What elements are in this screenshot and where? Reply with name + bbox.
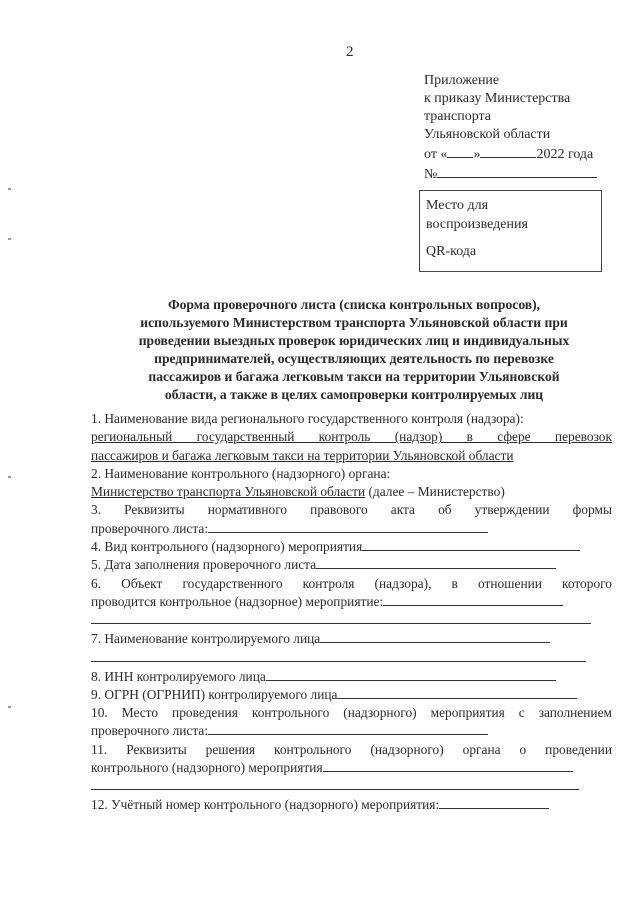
item-6-line: [91, 593, 612, 611]
item-2-label: 2. Наименование контрольного (надзорного) органа:: [91, 465, 391, 481]
appendix-number-line: [424, 164, 624, 184]
item-4-line: [91, 538, 612, 556]
item-8-line: [91, 668, 612, 686]
title-line: используемого Министерством транспорта Ульяновской области при: [140, 315, 568, 330]
item-10-text: проверочного листа:: [91, 723, 209, 739]
title-line: пассажиров и багажа легковым такси на территории Ульяновской: [148, 369, 560, 384]
item-12-line: [91, 796, 612, 814]
scan-mark: [8, 706, 11, 708]
item-7-text: 7. Наименование контролируемого лица: [91, 631, 321, 647]
item-10-blank: [208, 722, 488, 735]
item-3-blank: [208, 520, 488, 533]
qr-code-placeholder: [419, 190, 602, 272]
scan-mark: [8, 476, 11, 478]
item-4-blank: [362, 538, 580, 551]
item-11-text: контрольного (надзорного) мероприятия: [91, 760, 323, 776]
page-number: 2: [346, 44, 354, 60]
item-1-label: 1. Наименование вида регионального государственного контроля (надзора):: [91, 411, 524, 426]
qr-label: воспроизведения: [426, 217, 528, 232]
item-6-blank: [383, 593, 563, 606]
item-2-value-line: [91, 483, 612, 501]
number-label: №: [424, 167, 438, 182]
item-9-blank: [337, 686, 577, 699]
item-2-value: Министерство транспорта Ульяновской области: [91, 484, 366, 500]
item-6-blank-line: [91, 611, 591, 624]
item-12-text: 12. Учётный номер контрольного (надзорного) мероприятия:: [91, 797, 440, 813]
item-6-text: проводится контрольное (надзорное) мероприятие:: [91, 593, 384, 609]
item-11-blank-line: [91, 777, 579, 790]
item-7-blank: [320, 630, 550, 643]
item-7-blank-line: [91, 649, 586, 662]
item-3-text: 3. Реквизиты нормативного правового акта об утверждении формы: [91, 502, 612, 518]
title-line: проведении выездных проверок юридических лиц и индивидуальных: [138, 333, 570, 348]
form-body: [91, 410, 612, 815]
item-8-blank: [266, 668, 556, 681]
appendix-date-line: [424, 144, 624, 164]
title-line: Форма проверочного листа (списка контрольных вопросов),: [167, 297, 541, 312]
item-12-blank: [439, 796, 549, 809]
item-10-text: 10. Место проведения контрольного (надзорного) мероприятия с заполнением: [91, 705, 612, 721]
qr-label: QR-кода: [426, 244, 477, 259]
item-9-text: 9. ОГРН (ОГРНИП) контролируемого лица: [91, 686, 338, 702]
month-blank: [480, 144, 536, 158]
item-5-text: 5. Дата заполнения проверочного листа: [91, 557, 317, 573]
item-10-line: [91, 722, 612, 740]
appendix-line: Приложение: [424, 73, 500, 88]
appendix-header: [424, 72, 624, 184]
item-1-value: региональный государственный контроль (надзор) в сфере перевозок: [91, 429, 612, 445]
item-1-value: пассажиров и багажа легковым такси на территории Ульяновской области: [91, 447, 514, 463]
scan-mark: [8, 188, 11, 190]
scan-mark: [8, 238, 11, 240]
form-title: [92, 296, 616, 404]
item-11-line: [91, 759, 612, 777]
date-suffix: 2022 года: [536, 147, 594, 162]
date-mid: »: [473, 147, 481, 162]
item-7-line: [91, 630, 612, 648]
appendix-line: к приказу Министерства: [424, 91, 571, 106]
item-5-line: [91, 556, 612, 574]
item-4-text: 4. Вид контрольного (надзорного) мероприятия: [91, 539, 363, 555]
number-blank: [437, 164, 597, 178]
item-3-text: проверочного листа:: [91, 520, 209, 536]
item-3-line: [91, 520, 612, 538]
appendix-line: транспорта: [424, 109, 492, 124]
qr-label: Место для: [426, 198, 489, 213]
day-blank: [447, 144, 473, 158]
date-prefix: от «: [424, 147, 448, 162]
item-2-suffix: (далее – Министерство): [365, 484, 505, 500]
title-line: области, а также в целях самопроверки контролируемых лиц: [164, 387, 544, 402]
item-9-line: [91, 686, 612, 704]
item-5-blank: [316, 556, 556, 569]
appendix-line: Ульяновской области: [424, 127, 551, 142]
item-11-blank: [323, 759, 573, 772]
item-8-text: 8. ИНН контролируемого лица: [91, 668, 266, 684]
item-6-text: 6. Объект государственного контроля (надзора), в отношении которого: [91, 575, 612, 591]
title-line: предпринимателей, осуществляющих деятельность по перевозке: [154, 351, 554, 366]
item-11-text: 11. Реквизиты решения контрольного (надзорного) органа о проведении: [91, 741, 612, 757]
